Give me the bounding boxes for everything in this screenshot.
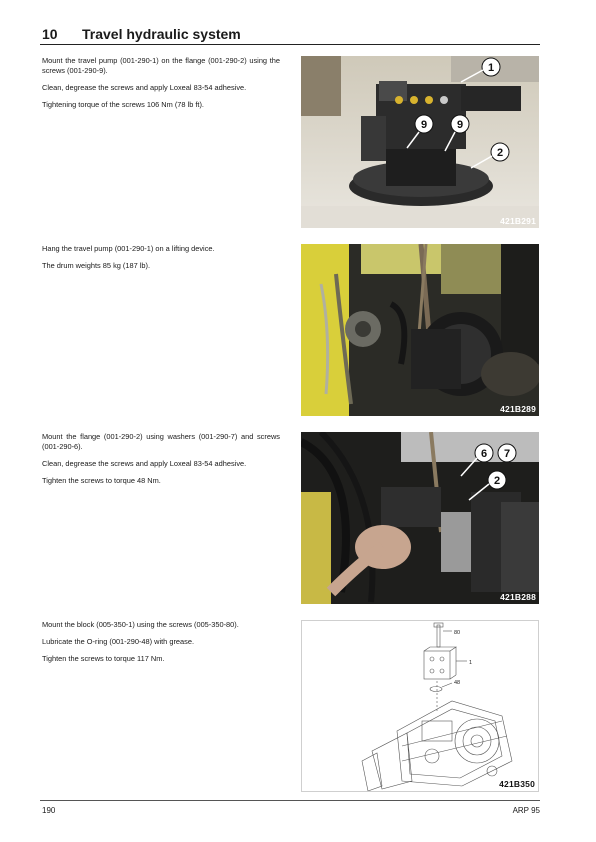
document-code: ARP 95 bbox=[512, 806, 540, 815]
drawing-label-80: 80 bbox=[454, 630, 461, 636]
step-4-paragraph: Lubricate the O-ring (001-290-48) with grease. bbox=[42, 637, 194, 646]
step-1-paragraph: Clean, degrease the screws and apply Loxeal 83-54 adhesive. bbox=[42, 83, 247, 92]
photo-flange-mounting bbox=[301, 432, 539, 604]
callout-9a: 9 bbox=[420, 119, 428, 131]
step-3-paragraph: Tighten the screws to torque 48 Nm. bbox=[42, 476, 161, 485]
step-1-paragraph: Tightening torque of the screws 106 Nm (78 lb ft). bbox=[42, 100, 204, 109]
callout-9b: 9 bbox=[456, 119, 464, 131]
page-number: 190 bbox=[42, 806, 56, 815]
section-title: Travel hydraulic system bbox=[82, 26, 241, 42]
figure-code: 421B288 bbox=[500, 592, 536, 602]
callout-2: 2 bbox=[496, 147, 504, 159]
drawing-image bbox=[302, 621, 538, 791]
figure-code: 421B350 bbox=[499, 779, 535, 789]
section-header bbox=[40, 26, 540, 45]
step-3-paragraph: Mount the flange (001-290-2) using washers (001-290-7) and screws (001-290-6). bbox=[42, 432, 280, 451]
step-4-paragraph: Tighten the screws to torque 117 Nm. bbox=[42, 654, 165, 663]
photo-lifting-device bbox=[301, 244, 539, 416]
step-1-text bbox=[42, 56, 280, 117]
callout-1: 1 bbox=[487, 62, 495, 74]
photo-travel-pump-flange bbox=[301, 56, 539, 228]
drawing-label-48: 48 bbox=[454, 680, 461, 686]
figure-code: 421B291 bbox=[500, 216, 536, 226]
step-2-paragraph: Hang the travel pump (001-290-1) on a lifting device. bbox=[42, 244, 215, 253]
callout-2: 2 bbox=[493, 475, 501, 487]
photo-2-image bbox=[301, 244, 539, 416]
section-number: 10 bbox=[42, 26, 58, 42]
drawing-block-mounting bbox=[301, 620, 539, 792]
page-footer bbox=[40, 800, 540, 815]
step-4-paragraph: Mount the block (005-350-1) using the screws (005-350-80). bbox=[42, 620, 239, 629]
step-1-paragraph: Mount the travel pump (001-290-1) on the flange (001-290-2) using the screws (001-290-9). bbox=[42, 56, 280, 75]
photo-1-image bbox=[301, 56, 539, 228]
step-2-paragraph: The drum weights 85 kg (187 lb). bbox=[42, 261, 151, 270]
step-3-text bbox=[42, 432, 280, 493]
drawing-label-1: 1 bbox=[469, 660, 473, 666]
step-2-text bbox=[42, 244, 280, 278]
step-4-text bbox=[42, 620, 280, 671]
step-3-paragraph: Clean, degrease the screws and apply Loxeal 83-54 adhesive. bbox=[42, 459, 247, 468]
callout-6: 6 bbox=[480, 448, 488, 460]
callout-7: 7 bbox=[503, 448, 511, 460]
photo-3-image bbox=[301, 432, 539, 604]
figure-code: 421B289 bbox=[500, 404, 536, 414]
